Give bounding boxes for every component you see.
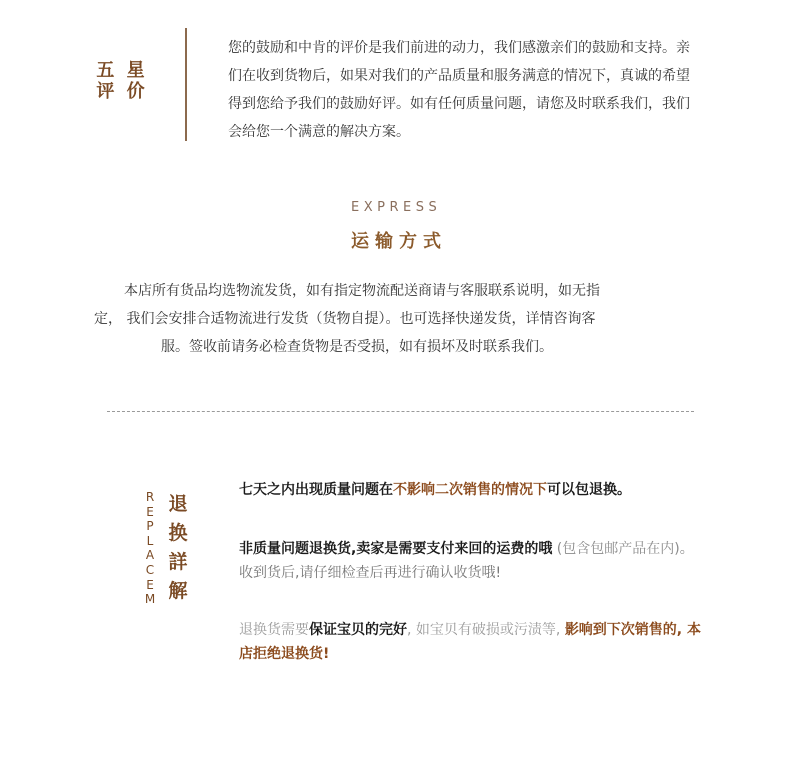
replace-letter: C <box>145 562 155 577</box>
rule1-text-b: 可以包退换。 <box>547 482 631 498</box>
rule3-warning: 影响到下次销售的, 本店拒绝退换货! <box>239 622 702 662</box>
rule1-highlight: 不影响二次销售的情况下 <box>393 482 547 498</box>
replace-letter: P <box>146 519 154 534</box>
replace-letter: A <box>145 548 155 563</box>
rule2-note: (包含包邮产品在内) <box>552 541 680 557</box>
replace-letter: E <box>146 577 154 592</box>
review-paragraph: 您的鼓励和中肯的评价是我们前进的动力，我们感激亲们的鼓励和支持。亲们在收到货物后，如果对我们的产品质量和服务满意的情况下，真诚的希望得到您给予我们的鼓励好评。如有任何质量问题，请您及时联系我们，我们会给您一个满意的解决方案。 <box>228 40 690 140</box>
replace-letter: E <box>146 504 154 519</box>
rule2-text-b: 。收到货后,请仔细检查后再进行确认收货哦! <box>239 541 694 581</box>
return-rule-1 <box>239 478 699 502</box>
section-divider <box>107 411 694 412</box>
replace-char: 詳 <box>168 551 188 573</box>
five-star-review-title <box>96 60 148 102</box>
replace-title-en <box>143 490 157 607</box>
rule3-emphasis: 保证宝贝的完好 <box>309 622 407 638</box>
rule2-text-a: 非质量问题退换货,卖家是需要支付来回的运费的哦 <box>239 541 553 557</box>
express-title-en: EXPRESS <box>351 200 442 215</box>
rule3-text-a: 退换货需要 <box>239 622 309 638</box>
replace-char: 换 <box>168 522 188 544</box>
shipping-line-1: 本店所有货品均选物流发货，如有指定物流配送商请与客服联系说明，如无指 <box>124 283 600 299</box>
replace-char: 解 <box>168 580 188 602</box>
five-star-title-line1: 五 星 <box>96 60 148 81</box>
replace-letter: M <box>144 592 156 607</box>
replace-letter: L <box>146 533 154 548</box>
rule1-text-a: 七天之内出现质量问题在 <box>239 482 393 498</box>
review-divider <box>185 28 187 141</box>
rule3-text-b: , 如宝贝有破损或污渍等, <box>407 622 565 638</box>
shipping-line-2: 定， 我们会安排合适物流进行发货（货物自提）。也可选择快递发货，详情咨询客 <box>94 311 596 327</box>
replace-letter: R <box>145 490 155 504</box>
express-title-cn: 运输方式 <box>351 231 447 252</box>
return-rule-3 <box>239 618 701 666</box>
five-star-title-line2: 评 价 <box>96 81 148 102</box>
shipping-paragraph <box>94 277 694 361</box>
replace-char: 退 <box>168 493 188 515</box>
return-rule-2 <box>239 537 701 585</box>
shipping-line-3: 服。签收前请务必检查货物是否受损，如有损坏及时联系我们。 <box>161 339 553 355</box>
replace-title-cn <box>165 490 191 606</box>
